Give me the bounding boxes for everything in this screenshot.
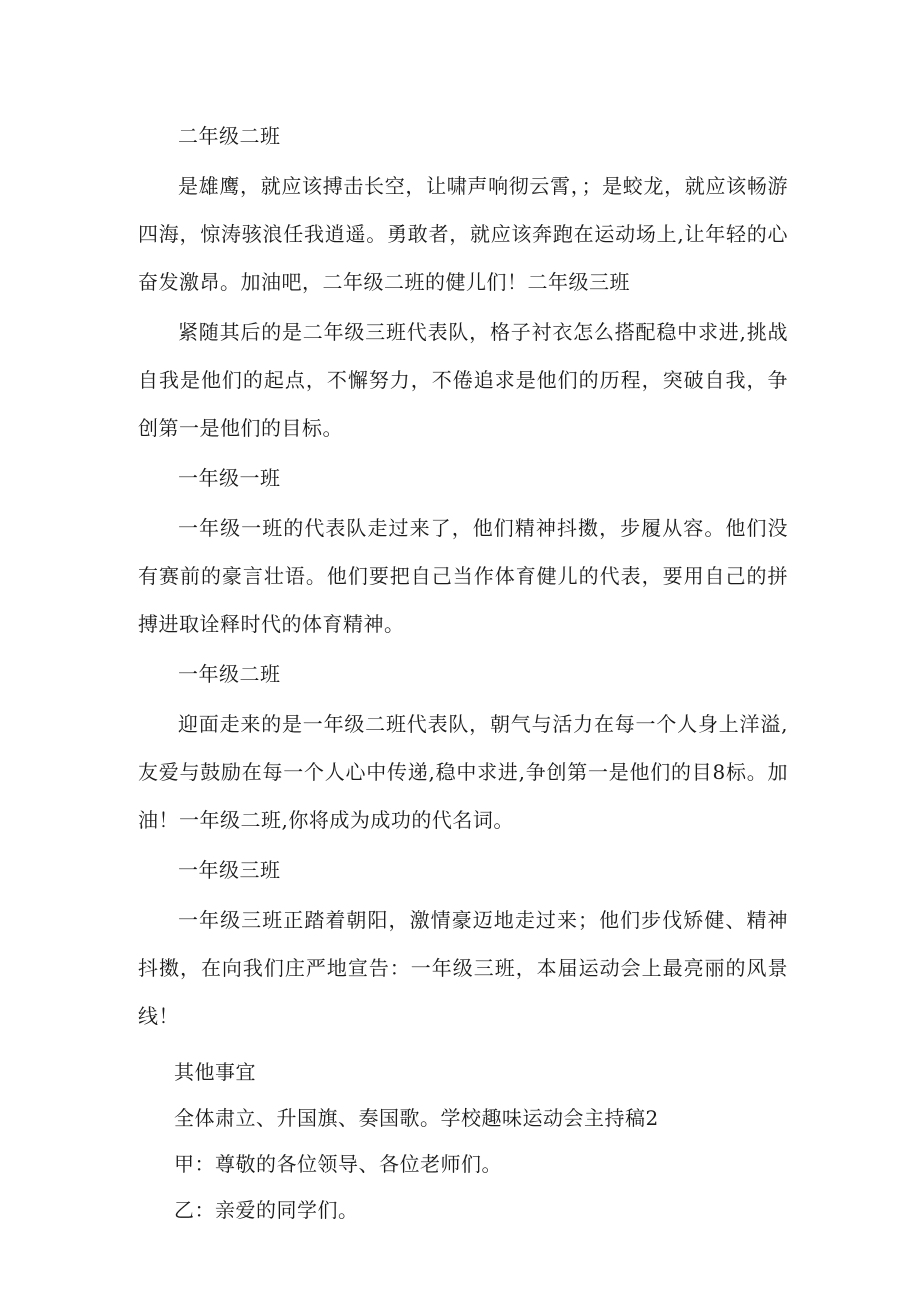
paragraph-grade2-class3: 紧随其后的是二年级三班代表队，格子衬衣怎么搭配稳中求进,挑战自我是他们的起点，不懈努力，不倦追求是他们的历程，突破自我，争创第一是他们的目标。: [138, 320, 788, 440]
paragraph-grade1-class3: 一年级三班正踏着朝阳，激情豪迈地走过来；他们步伐矫健、精神抖擞，在向我们庄严地宣告：一年级三班，本届运动会上最亮丽的风景线！: [138, 908, 788, 1028]
heading-grade1-class3: 一年级三班: [178, 858, 281, 882]
heading-grade1-class1: 一年级一班: [178, 466, 281, 490]
document-body: [138, 112, 788, 1230]
paragraph-grade1-class1: 一年级一班的代表队走过来了，他们精神抖擞，步履从容。他们没有赛前的豪言壮语。他们要把自己当作体育健儿的代表，要用自己的拼搏进取诠释时代的体育精神。: [138, 516, 788, 636]
paragraph-grade2-class2: 是雄鹰，就应该搏击长空，让啸声响彻云霄，；是蛟龙，就应该畅游四海，惊涛骇浪任我逍遥。勇敢者，就应该奔跑在运动场上,让年轻的心奋发激昂。加油吧，二年级二班的健儿们！二年级三班: [138, 174, 788, 294]
paragraph-grade1-class2: 迎面走来的是一年级二班代表队，朝气与活力在每一个人身上洋溢,友爱与鼓励在每一个人心中传递,稳中求进,争创第一是他们的目8标。加油！一年级二班,你将成为成功的代名词。: [138, 712, 788, 832]
paragraph-flag-ceremony: 全体肃立、升国旗、奏国歌。学校趣味运动会主持稿2: [174, 1106, 659, 1130]
heading-grade2-class2: 二年级二班: [178, 124, 281, 148]
paragraph-host-b: 乙：亲爱的同学们。: [174, 1198, 359, 1222]
paragraph-host-a: 甲：尊敬的各位领导、各位老师们。: [174, 1152, 502, 1176]
heading-other-matters: 其他事宜: [174, 1060, 256, 1084]
heading-grade1-class2: 一年级二班: [178, 662, 281, 686]
